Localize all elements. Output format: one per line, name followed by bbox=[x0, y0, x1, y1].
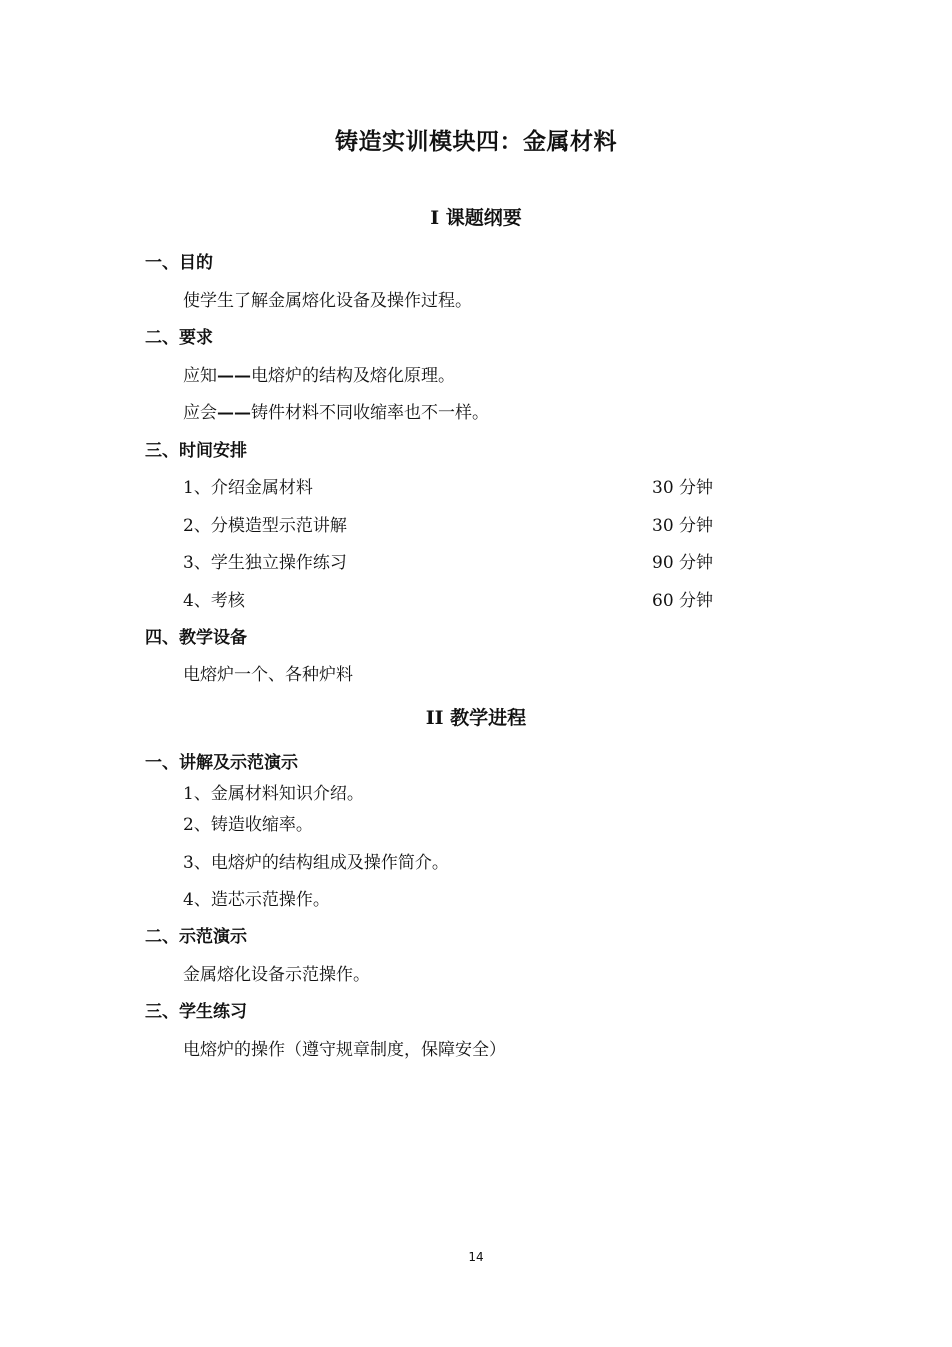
requirement-dash: —— bbox=[217, 403, 251, 423]
demo-heading: 一、讲解及示范演示 bbox=[145, 753, 298, 773]
schedule-item-minutes: 30 分钟 bbox=[652, 478, 714, 498]
page-title: 铸造实训模块四：金属材料 bbox=[335, 128, 617, 155]
page-number: 14 bbox=[468, 1250, 484, 1264]
schedule-item-minutes: 60 分钟 bbox=[652, 591, 714, 611]
equipment-heading: 四、教学设备 bbox=[145, 628, 247, 648]
schedule-item-label: 3、学生独立操作练习 bbox=[183, 553, 347, 573]
schedule-heading: 三、时间安排 bbox=[145, 441, 247, 461]
demo-item: 4、造芯示范操作。 bbox=[183, 890, 330, 910]
schedule-item-label: 2、分模造型示范讲解 bbox=[183, 516, 347, 536]
part-one-heading: I 课题纲要 bbox=[430, 207, 522, 229]
requirement-text: 电熔炉的结构及熔化原理。 bbox=[251, 366, 455, 386]
objective-heading: 一、目的 bbox=[145, 253, 213, 273]
show-heading: 二、示范演示 bbox=[145, 927, 247, 947]
requirements-heading: 二、要求 bbox=[145, 328, 213, 348]
requirement-prefix: 应知 bbox=[183, 366, 217, 386]
objective-text: 使学生了解金属熔化设备及操作过程。 bbox=[183, 291, 472, 311]
demo-item: 3、电熔炉的结构组成及操作简介。 bbox=[183, 853, 449, 873]
requirement-item bbox=[183, 361, 455, 386]
requirement-dash: —— bbox=[217, 366, 251, 386]
requirement-item bbox=[183, 398, 489, 423]
schedule-item-minutes: 30 分钟 bbox=[652, 516, 714, 536]
requirement-prefix: 应会 bbox=[183, 403, 217, 423]
part-two-heading: II 教学进程 bbox=[425, 707, 527, 729]
practice-text: 电熔炉的操作（遵守规章制度，保障安全） bbox=[183, 1040, 506, 1060]
demo-item: 1、金属材料知识介绍。 bbox=[183, 784, 364, 804]
demo-item: 2、铸造收缩率。 bbox=[183, 815, 313, 835]
equipment-text: 电熔炉一个、各种炉料 bbox=[183, 665, 353, 685]
requirement-text: 铸件材料不同收缩率也不一样。 bbox=[251, 403, 489, 423]
show-text: 金属熔化设备示范操作。 bbox=[183, 965, 370, 985]
practice-heading: 三、学生练习 bbox=[145, 1002, 247, 1022]
schedule-item-minutes: 90 分钟 bbox=[652, 553, 714, 573]
schedule-item-label: 1、介绍金属材料 bbox=[183, 478, 313, 498]
schedule-item-label: 4、考核 bbox=[183, 591, 245, 611]
